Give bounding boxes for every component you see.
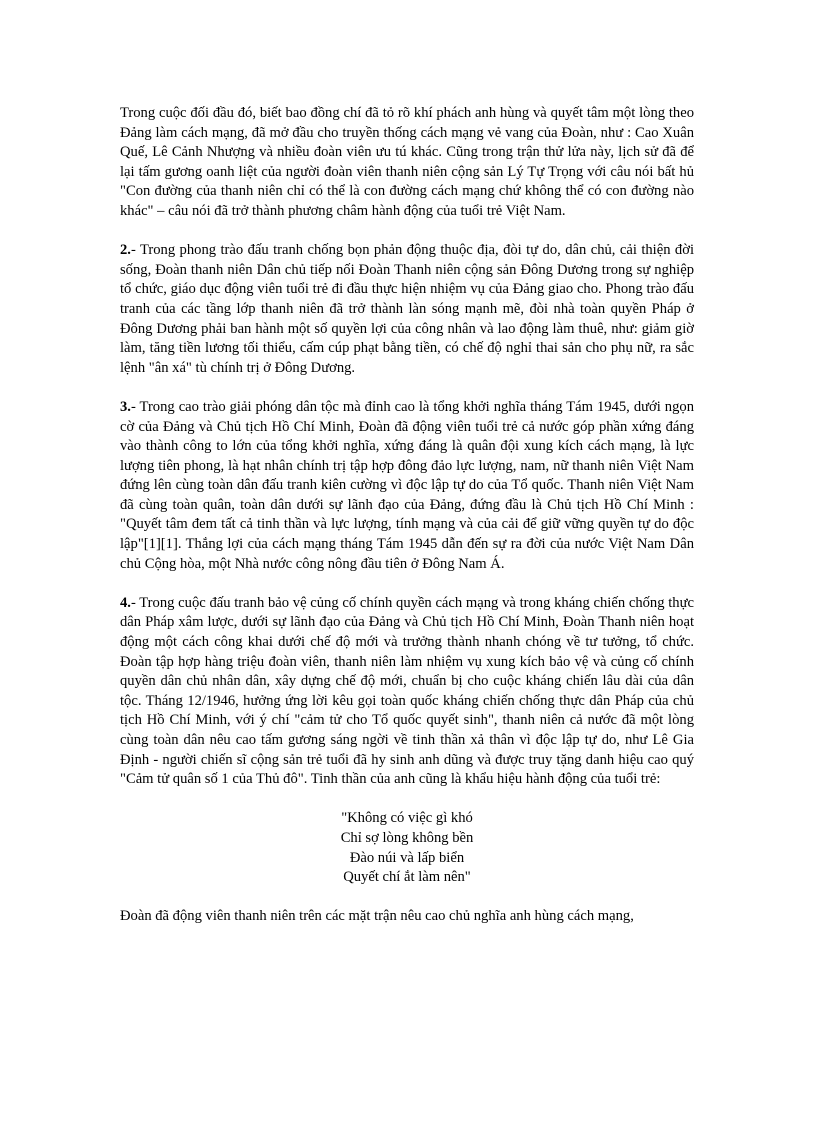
section-4-number: 4. <box>120 594 131 611</box>
poem-block <box>120 809 694 887</box>
document-body <box>120 104 694 927</box>
section-2-paragraph <box>120 241 694 378</box>
section-2-number: 2. <box>120 242 131 259</box>
poem-line: "Không có việc gì khó <box>341 810 473 827</box>
section-2-text: - Trong phong trào đấu tranh chống bọn phản động thuộc địa, đòi tự do, dân chủ, cải thiện đời sống, Đoàn thanh niên Dân chủ tiếp nối Đoàn Thanh niên cộng sản Đông Dương trong sự nghiệp tổ chức, giáo dục động viên tuổi trẻ đi đầu thực hiện nhiệm vụ của Đảng giao cho. Phong trào đấu tranh của các tầng lớp thanh niên đã trở thành làn sóng mạnh mẽ, đòi nhà toàn quyền Pháp ở Đông Dương phải ban hành một số quyền lợi của công nhân và lao động làm thuê, như: giảm giờ làm, tăng tiền lương tối thiểu, cấm cúp phạt bằng tiền, có chế độ nghỉ thai sản cho phụ nữ, ra sắc lệnh "ân xá" tù chính trị ở Đông Dương. <box>120 242 694 376</box>
closing-paragraph: Đoàn đã động viên thanh niên trên các mặt trận nêu cao chủ nghĩa anh hùng cách mạng, <box>120 908 634 925</box>
poem-line: Quyết chí ắt làm nên" <box>343 869 471 886</box>
section-3-number: 3. <box>120 398 131 415</box>
intro-paragraph: Trong cuộc đối đầu đó, biết bao đồng chí đã tỏ rõ khí phách anh hùng và quyết tâm một lòng theo Đảng làm cách mạng, đã mở đầu cho truyền thống cách mạng vẻ vang của Đoàn, như : Cao Xuân Quế, Lê Cảnh Nhượng và nhiều đoàn viên ưu tú khác. Cũng trong trận thử lửa này, lịch sử đã để lại tấm gương oanh liệt của người đoàn viên thanh niên cộng sản Lý Tự Trọng với câu nói bất hủ "Con đường của thanh niên chỉ có thể là con đường cách mạng chứ không thể có con đường nào khác" – câu nói đã trở thành phương châm hành động của tuổi trẻ Việt Nam. <box>120 105 694 219</box>
section-3-paragraph <box>120 398 694 574</box>
section-4-text: - Trong cuộc đấu tranh bảo vệ củng cố chính quyền cách mạng và trong kháng chiến chống thực dân Pháp xâm lược, dưới sự lãnh đạo của Đảng và Chủ tịch Hồ Chí Minh, Đoàn Thanh niên hoạt động một cách công khai dưới chế độ mới và trưởng thành nhanh chóng về tư tưởng, tổ chức. Đoàn tập hợp hàng triệu đoàn viên, thanh niên làm nhiệm vụ xung kích bảo vệ và củng cố chính quyền dân chủ nhân dân, xây dựng chế độ mới, chuẩn bị cho cuộc kháng chiến lâu dài của dân tộc. Tháng 12/1946, hưởng ứng lời kêu gọi toàn quốc kháng chiến chống thực dân Pháp của chủ tịch Hồ Chí Minh, với ý chí "cảm tử cho Tổ quốc quyết sinh", thanh niên cả nước đã một lòng cùng toàn dân nêu cao tấm gương sáng ngời về tinh thần xả thân vì độc lập tự do, như Lê Gia Định - người chiến sĩ cộng sản trẻ tuổi đã hy sinh anh dũng và được truy tặng danh hiệu cao quý "Cảm tử quân số 1 của Thủ đô". Tinh thần của anh cũng là khẩu hiệu hành động của tuổi trẻ: <box>120 594 694 788</box>
section-4-paragraph <box>120 594 694 790</box>
poem-line: Đào núi và lấp biển <box>349 849 465 866</box>
section-3-text: - Trong cao trào giải phóng dân tộc mà đỉnh cao là tổng khởi nghĩa tháng Tám 1945, dưới ngọn cờ của Đảng và Chủ tịch Hồ Chí Minh, Đoàn đã động viên tuổi trẻ cả nước góp phần xứng đáng vào thành công to lớn của tổng khởi nghĩa, xứng đáng là quân đội xung kích cách mạng, là lực lượng tiên phong, là hạt nhân chính trị tập hợp đông đảo lực lượng, nam, nữ thanh niên Việt Nam đứng lên cùng toàn dân đấu tranh kiên cường vì độc lập tự do của Tổ quốc. Thanh niên Việt Nam đã cùng toàn quân, toàn dân dưới sự lãnh đạo của Đảng, đứng đầu là Chủ tịch Hồ Chí Minh : "Quyết tâm đem tất cả tinh thần và lực lượng, tính mạng và của cải để giữ vững quyền tự do độc lập"[1][1]. Thắng lợi của cách mạng tháng Tám 1945 dẫn đến sự ra đời của nước Việt Nam Dân chủ Cộng hòa, một Nhà nước công nông đầu tiên ở Đông Nam Á. <box>120 398 694 572</box>
poem-line: Chỉ sợ lòng không bền <box>340 829 474 846</box>
